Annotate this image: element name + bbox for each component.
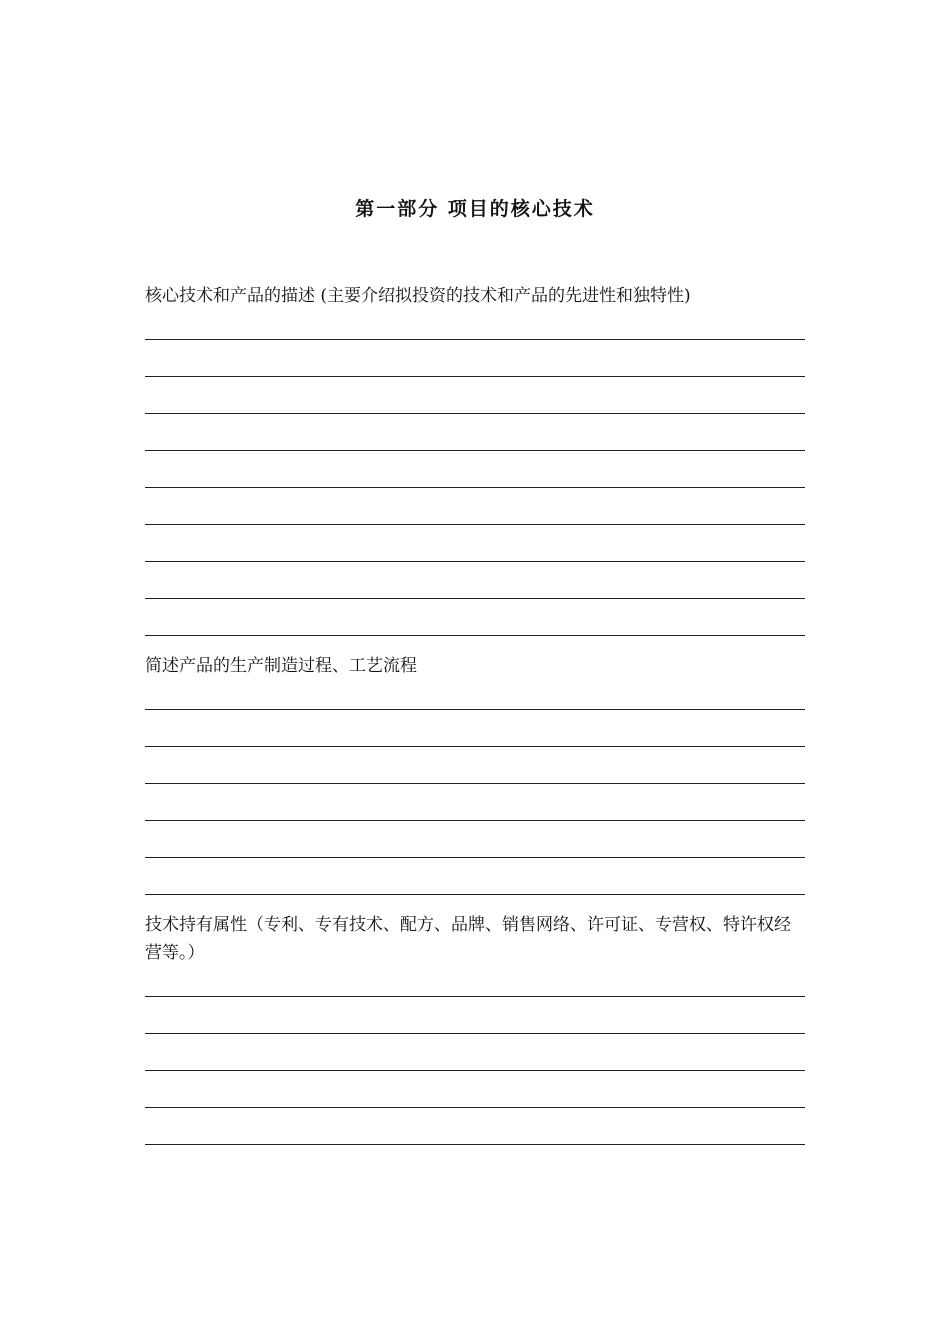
answer-line[interactable] [145, 1070, 805, 1071]
section-prompt-technology-ownership: 技术持有属性（专利、专有技术、配方、品牌、销售网络、许可证、专营权、特许权经营等。） [145, 915, 791, 963]
answer-line[interactable] [145, 487, 805, 488]
answer-line[interactable] [145, 1144, 805, 1145]
answer-line[interactable] [145, 635, 805, 636]
answer-line[interactable] [145, 598, 805, 599]
section-prompt-core-technology: 核心技术和产品的描述 (主要介绍拟投资的技术和产品的先进性和独特性) [145, 286, 691, 306]
section-prompt-production-process: 简述产品的生产制造过程、工艺流程 [145, 656, 417, 676]
answer-line[interactable] [145, 820, 805, 821]
answer-line[interactable] [145, 857, 805, 858]
answer-line[interactable] [145, 339, 805, 340]
page-title: 第一部分 项目的核心技术 [355, 198, 595, 220]
answer-line[interactable] [145, 783, 805, 784]
answer-line[interactable] [145, 413, 805, 414]
answer-line[interactable] [145, 1033, 805, 1034]
answer-line[interactable] [145, 996, 805, 997]
answer-line[interactable] [145, 1107, 805, 1108]
answer-line[interactable] [145, 746, 805, 747]
answer-line[interactable] [145, 376, 805, 377]
answer-line[interactable] [145, 561, 805, 562]
answer-line[interactable] [145, 524, 805, 525]
answer-line[interactable] [145, 894, 805, 895]
answer-line[interactable] [145, 709, 805, 710]
answer-line[interactable] [145, 450, 805, 451]
